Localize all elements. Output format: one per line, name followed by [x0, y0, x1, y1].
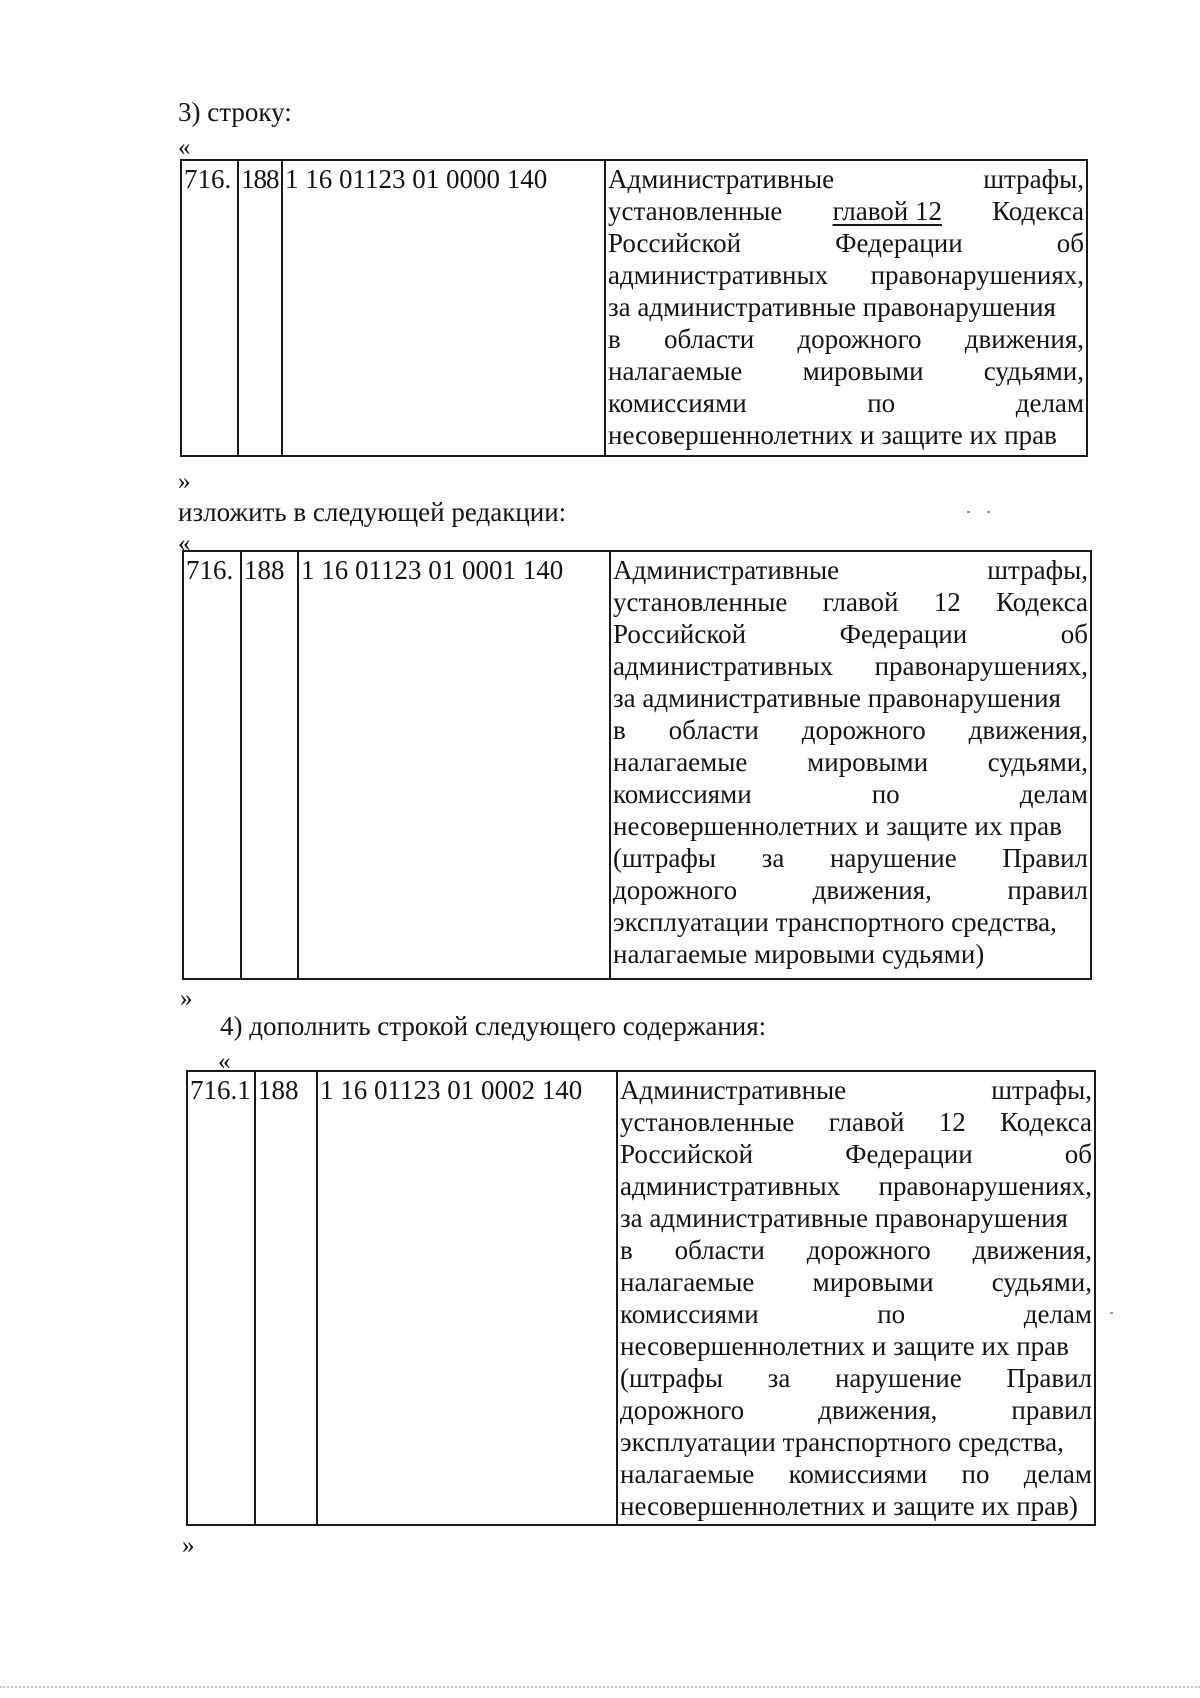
description-word: движения, — [812, 875, 932, 905]
description-word: налагаемые — [620, 1459, 755, 1489]
description-cell — [606, 161, 1086, 455]
description-word: несовершеннолетних и защите их прав — [608, 420, 1057, 450]
description-word: налагаемые — [620, 1267, 755, 1297]
description-line — [608, 291, 1084, 323]
description-word: комиссиями — [608, 388, 747, 418]
budget-code-cell: 1 16 01123 01 0001 140 — [299, 552, 611, 978]
description-line — [608, 259, 1084, 291]
description-line — [620, 1106, 1092, 1138]
description-word: установленные — [620, 1107, 795, 1137]
description-word: правил — [1011, 1395, 1092, 1425]
description-word: несовершеннолетних и защите их прав — [613, 811, 1062, 841]
description-line — [620, 1362, 1092, 1394]
description-word: комиссиями — [613, 779, 752, 809]
scan-edge-dots — [0, 1686, 1200, 1688]
description-word: дорожного — [801, 715, 926, 745]
description-word: правонарушениях, — [874, 651, 1088, 681]
description-word: Федерации — [839, 619, 968, 649]
description-word: Правил — [1006, 1363, 1092, 1393]
description-line — [620, 1298, 1092, 1330]
description-word: несовершеннолетних и защите их прав — [620, 1331, 1069, 1361]
table-added-row — [186, 1070, 1096, 1526]
description-word: судьями, — [991, 1267, 1092, 1297]
description-word: в — [608, 324, 621, 354]
description-word: за административные правонарушения — [620, 1203, 1068, 1233]
description-word: налагаемые — [613, 747, 748, 777]
description-word: Федерации — [835, 228, 963, 258]
description-line — [608, 227, 1084, 259]
description-word: по — [877, 1299, 906, 1329]
description-word: дорожного — [620, 1395, 745, 1425]
description-word: Российской — [608, 228, 742, 258]
admin-code-cell: 188 — [239, 161, 283, 455]
description-word: судьями, — [987, 747, 1088, 777]
description-word: Кодекса — [992, 196, 1084, 226]
description-word: Административные — [608, 164, 835, 194]
description-word: в — [620, 1235, 633, 1265]
description-word: области — [668, 715, 759, 745]
description-word: налагаемые мировыми судьями) — [613, 939, 985, 969]
description-word: за — [767, 1363, 791, 1393]
description-line — [608, 355, 1084, 387]
section-3-heading: 3) строку: — [178, 97, 292, 127]
description-word: дорожного — [613, 875, 738, 905]
description-line — [608, 323, 1084, 355]
description-word: штрафы, — [987, 555, 1088, 585]
close-quote: » — [182, 1532, 195, 1559]
description-word: административных — [620, 1171, 841, 1201]
description-word: об — [1064, 1139, 1092, 1169]
description-line — [620, 1490, 1092, 1522]
description-word: делам — [1015, 388, 1084, 418]
description-word: по — [961, 1459, 990, 1489]
description-word: штрафы, — [991, 1075, 1092, 1105]
description-word: главой 12 — [832, 196, 942, 226]
description-word: правил — [1007, 875, 1088, 905]
description-word: административных — [613, 651, 834, 681]
admin-code-cell: 188 — [242, 552, 299, 978]
section-4-heading: 4) дополнить строкой следующего содержания: — [220, 1011, 767, 1041]
table-new-row — [182, 550, 1092, 980]
description-word: главой — [822, 587, 899, 617]
description-line — [613, 778, 1088, 810]
description-word: Кодекса — [996, 587, 1088, 617]
description-word: мировыми — [807, 747, 929, 777]
description-word: Правил — [1002, 843, 1088, 873]
close-quote: » — [178, 468, 191, 495]
description-word: правонарушениях, — [870, 260, 1084, 290]
description-word: комиссиями — [788, 1459, 928, 1489]
description-word: делам — [1023, 1459, 1092, 1489]
description-line — [620, 1170, 1092, 1202]
edit-phrase: изложить в следующей редакции: — [178, 497, 567, 527]
description-word: (штрафы — [620, 1363, 724, 1393]
description-word: эксплуатации транспортного средства, — [620, 1427, 1064, 1457]
description-word: дорожного — [797, 324, 922, 354]
description-word: нарушение — [829, 843, 957, 873]
description-word: Кодекса — [1000, 1107, 1092, 1137]
description-word: по — [867, 388, 896, 418]
description-word: за административные правонарушения — [613, 683, 1061, 713]
description-line — [620, 1394, 1092, 1426]
description-line — [613, 586, 1088, 618]
description-word: налагаемые — [608, 356, 743, 386]
description-word: судьями, — [983, 356, 1084, 386]
description-line — [613, 618, 1088, 650]
open-quote: « — [178, 530, 191, 557]
description-word: правонарушениях, — [878, 1171, 1092, 1201]
close-quote: » — [180, 985, 193, 1012]
description-word: области — [663, 324, 755, 354]
table-old-row — [180, 159, 1088, 457]
description-word: движения, — [818, 1395, 938, 1425]
description-line — [613, 810, 1088, 842]
description-word: административных — [608, 260, 829, 290]
budget-code-cell: 1 16 01123 01 0000 140 — [283, 161, 606, 455]
description-word: (штрафы — [613, 843, 717, 873]
open-quote: « — [178, 134, 191, 161]
budget-code-cell: 1 16 01123 01 0002 140 — [318, 1072, 618, 1524]
description-line — [613, 938, 1088, 970]
description-line — [613, 554, 1088, 586]
description-line — [620, 1330, 1092, 1362]
description-line — [620, 1138, 1092, 1170]
description-word: установленные — [613, 587, 788, 617]
description-line — [613, 874, 1088, 906]
description-line — [613, 842, 1088, 874]
description-word: делам — [1023, 1299, 1092, 1329]
row-number-cell: 716. — [182, 161, 239, 455]
description-cell — [611, 552, 1090, 978]
description-word: штрафы, — [983, 164, 1084, 194]
description-word: за административные правонарушения — [608, 292, 1056, 322]
description-word: 12 — [938, 1107, 966, 1137]
description-word: Российской — [613, 619, 747, 649]
description-line — [613, 906, 1088, 938]
open-quote: « — [218, 1048, 231, 1075]
admin-code-cell: 188 — [256, 1072, 318, 1524]
description-word: по — [871, 779, 900, 809]
description-word: мировыми — [802, 356, 924, 386]
description-line — [620, 1202, 1092, 1234]
description-cell — [618, 1072, 1094, 1524]
description-word: за — [761, 843, 785, 873]
description-word: делам — [1019, 779, 1088, 809]
description-line — [613, 682, 1088, 714]
description-word: Федерации — [845, 1139, 973, 1169]
description-word: Административные — [620, 1075, 847, 1105]
description-word: эксплуатации транспортного средства, — [613, 907, 1057, 937]
description-line — [620, 1266, 1092, 1298]
description-line — [620, 1458, 1092, 1490]
description-line — [608, 163, 1084, 195]
description-line — [608, 387, 1084, 419]
description-word: несовершеннолетних и защите их прав) — [620, 1491, 1078, 1521]
description-line — [620, 1234, 1092, 1266]
description-word: движения, — [972, 1235, 1092, 1265]
description-line — [620, 1426, 1092, 1458]
description-word: дорожного — [806, 1235, 931, 1265]
description-line — [620, 1074, 1092, 1106]
description-line — [608, 195, 1084, 227]
description-line — [608, 419, 1084, 451]
description-word: установленные — [608, 196, 783, 226]
description-word: Российской — [620, 1139, 754, 1169]
row-number-cell: 716.1 — [188, 1072, 256, 1524]
description-line — [613, 714, 1088, 746]
description-word: главой — [828, 1107, 905, 1137]
description-word: об — [1060, 619, 1088, 649]
description-line — [613, 746, 1088, 778]
description-word: в — [613, 715, 626, 745]
description-word: об — [1056, 228, 1084, 258]
description-word: Административные — [613, 555, 840, 585]
description-word: мировыми — [812, 1267, 934, 1297]
description-word: области — [674, 1235, 765, 1265]
description-line — [613, 650, 1088, 682]
description-word: комиссиями — [620, 1299, 759, 1329]
description-word: 12 — [933, 587, 961, 617]
description-word: движения, — [968, 715, 1088, 745]
description-word: нарушение — [834, 1363, 962, 1393]
description-word: движения, — [964, 324, 1084, 354]
row-number-cell: 716. — [184, 552, 242, 978]
